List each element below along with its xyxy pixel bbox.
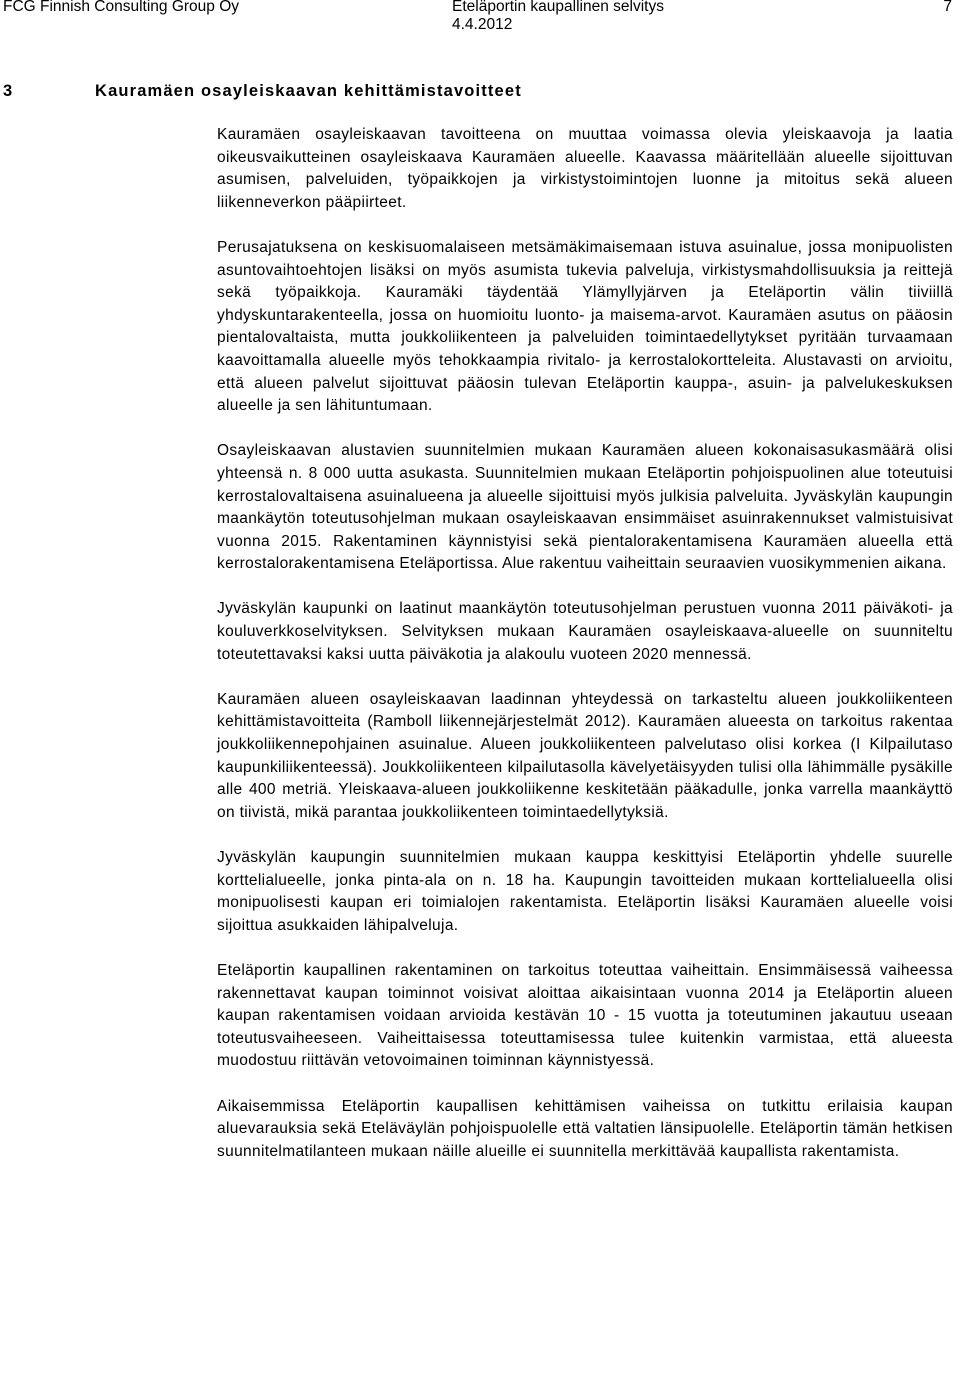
section-number: 3 (3, 82, 14, 100)
document-title: Eteläportin kaupallinen selvitys (452, 0, 664, 15)
paragraph-4: Jyväskylän kaupunki on laatinut maankäytön toteutusohjelman perustuen vuonna 2011 päiväkoti- ja kouluverkkoselvityksen. Selvityksen mukaan Kauramäen osayleiskaava-alueelle on suunniteltu toteutettavaksi kaksi uutta päiväkotia ja alakoulu vuoteen 2020 mennessä. (217, 600, 953, 663)
paragraph-2: Perusajatuksena on keskisuomalaiseen metsämäkimaisemaan istuva asuinalue, jossa monipuolisten asuntovaihtoehtojen lisäksi on myös asumista tukevia palveluja, virkistysmahdollisuuksia ja reittejä sekä työpaikkoja. Kauramäki täydentää Ylämyllyjärven ja Eteläportin välin tiiviillä yhdyskuntarakenteella, jossa on huomioitu luonto- ja maisema-arvot. Kauramäen asutus on pääosin pientalovaltaista, mutta joukkoliikenteen ja palveluiden toimintaedellytykset pyritään turvaamaan kaavoittamalla alueelle myös tehokkaampia rivitalo- ja kerrostalokortteleita. Alustavasti on arvioitu, että alueen palvelut sijoittuvat pääosin tulevan Eteläportin kauppa-, asuin- ja palvelukeskuksen alueelle ja sen lähituntumaan. (217, 238, 953, 415)
paragraph-5: Kauramäen alueen osayleiskaavan laadinnan yhteydessä on tarkasteltu alueen joukkoliikenteen kehittämistavoitteita (Ramboll liikennejärjestelmät 2012). Kauramäen alueesta on tarkoitus rakentaa joukkoliikennepohjainen asuinalue. Alueen joukkoliikenteen palvelutaso olisi korkea (I Kilpailutaso kaupunkiliikenteessä). Joukkoliikenteen kilpailutasolla kävelyetäisyyden tulisi olla lähimmälle pysäkille alle 400 metriä. Yleiskaava-alueen joukkoliikenne keskitetään pääkadulle, jonka varrella maankäyttö on tiivistä, mikä parantaa joukkoliikenteen toimintaedellytyksiä. (217, 690, 953, 821)
section-title: Kauramäen osayleiskaavan kehittämistavoitteet (95, 82, 522, 100)
document-date: 4.4.2012 (452, 16, 513, 33)
page-header (0, 0, 960, 40)
paragraph-3: Osayleiskaavan alustavien suunnitelmien mukaan Kauramäen alueen kokonaisasukasmäärä olisi yhteensä n. 8 000 uutta asukasta. Suunnitelmien mukaan Eteläportin pohjoispuolinen alue toteutuisi kerrostalovaltaisena asuinalueena ja alueelle sijoittuisi myös julkisia palveluita. Jyväskylän kaupungin maankäytön toteutusohjelman mukaan osayleiskaavan ensimmäiset asuinrakennukset valmistuisivat vuonna 2015. Rakentaminen käynnistyisi sekä pientalorakentamisena Kauramäen alueella että kerrostalorakentamisena Eteläportissa. Alue rakentuu vaiheittain seuraavien vuosikymmenien aikana. (217, 442, 953, 573)
page-number: 7 (943, 0, 952, 15)
header-center (452, 0, 664, 34)
paragraph-1: Kauramäen osayleiskaavan tavoitteena on muuttaa voimassa olevia yleiskaavoja ja laatia oikeusvaikutteinen osayleiskaava Kauramäen alueelle. Kaavassa määritellään alueelle sijoittuvan asumisen, palveluiden, työpaikkojen ja virkistystoimintojen luonne ja mitoitus sekä alueen liikenneverkon pääpiirteet. (217, 126, 953, 211)
company-name: FCG Finnish Consulting Group Oy (3, 0, 240, 15)
paragraph-6: Jyväskylän kaupungin suunnitelmien mukaan kauppa keskittyisi Eteläportin yhdelle suurelle korttelialueelle, jonka pinta-ala on n. 18 ha. Kaupungin tavoitteiden mukaan korttelialueella olisi monipuolisesti kaupan eri toimialojen rakentamista. Eteläportin lisäksi Kauramäen alueelle voisi sijoittua asukkaiden lähipalveluja. (217, 849, 953, 934)
body-text (217, 124, 953, 1186)
section-heading (3, 80, 943, 102)
paragraph-8: Aikaisemmissa Eteläportin kaupallisen kehittämisen vaiheissa on tutkittu erilaisia kaupan aluevarauksia sekä Eteläväylän pohjoispuolelle että valtatien länsipuolelle. Eteläportin tämän hetkisen suunnitelmatilanteen mukaan näille alueille ei suunnitella merkittävää kaupallista rakentamista. (217, 1097, 953, 1160)
paragraph-7: Eteläportin kaupallinen rakentaminen on tarkoitus toteuttaa vaiheittain. Ensimmäisessä vaiheessa rakennettavat kaupan toiminnot voisivat aloittaa aikaisintaan vuonna 2014 ja Eteläportin alueen kaupan rakentamisen voidaan arvioida kestävän 10 - 15 vuotta ja toteutuminen jakautuu useaan toteutusvaiheeseen. Vaiheittaisessa toteuttamisessa tulee kuitenkin varmistaa, että alueesta muodostuu riittävän vetovoimainen toiminnan käynnistyessä. (217, 961, 953, 1070)
